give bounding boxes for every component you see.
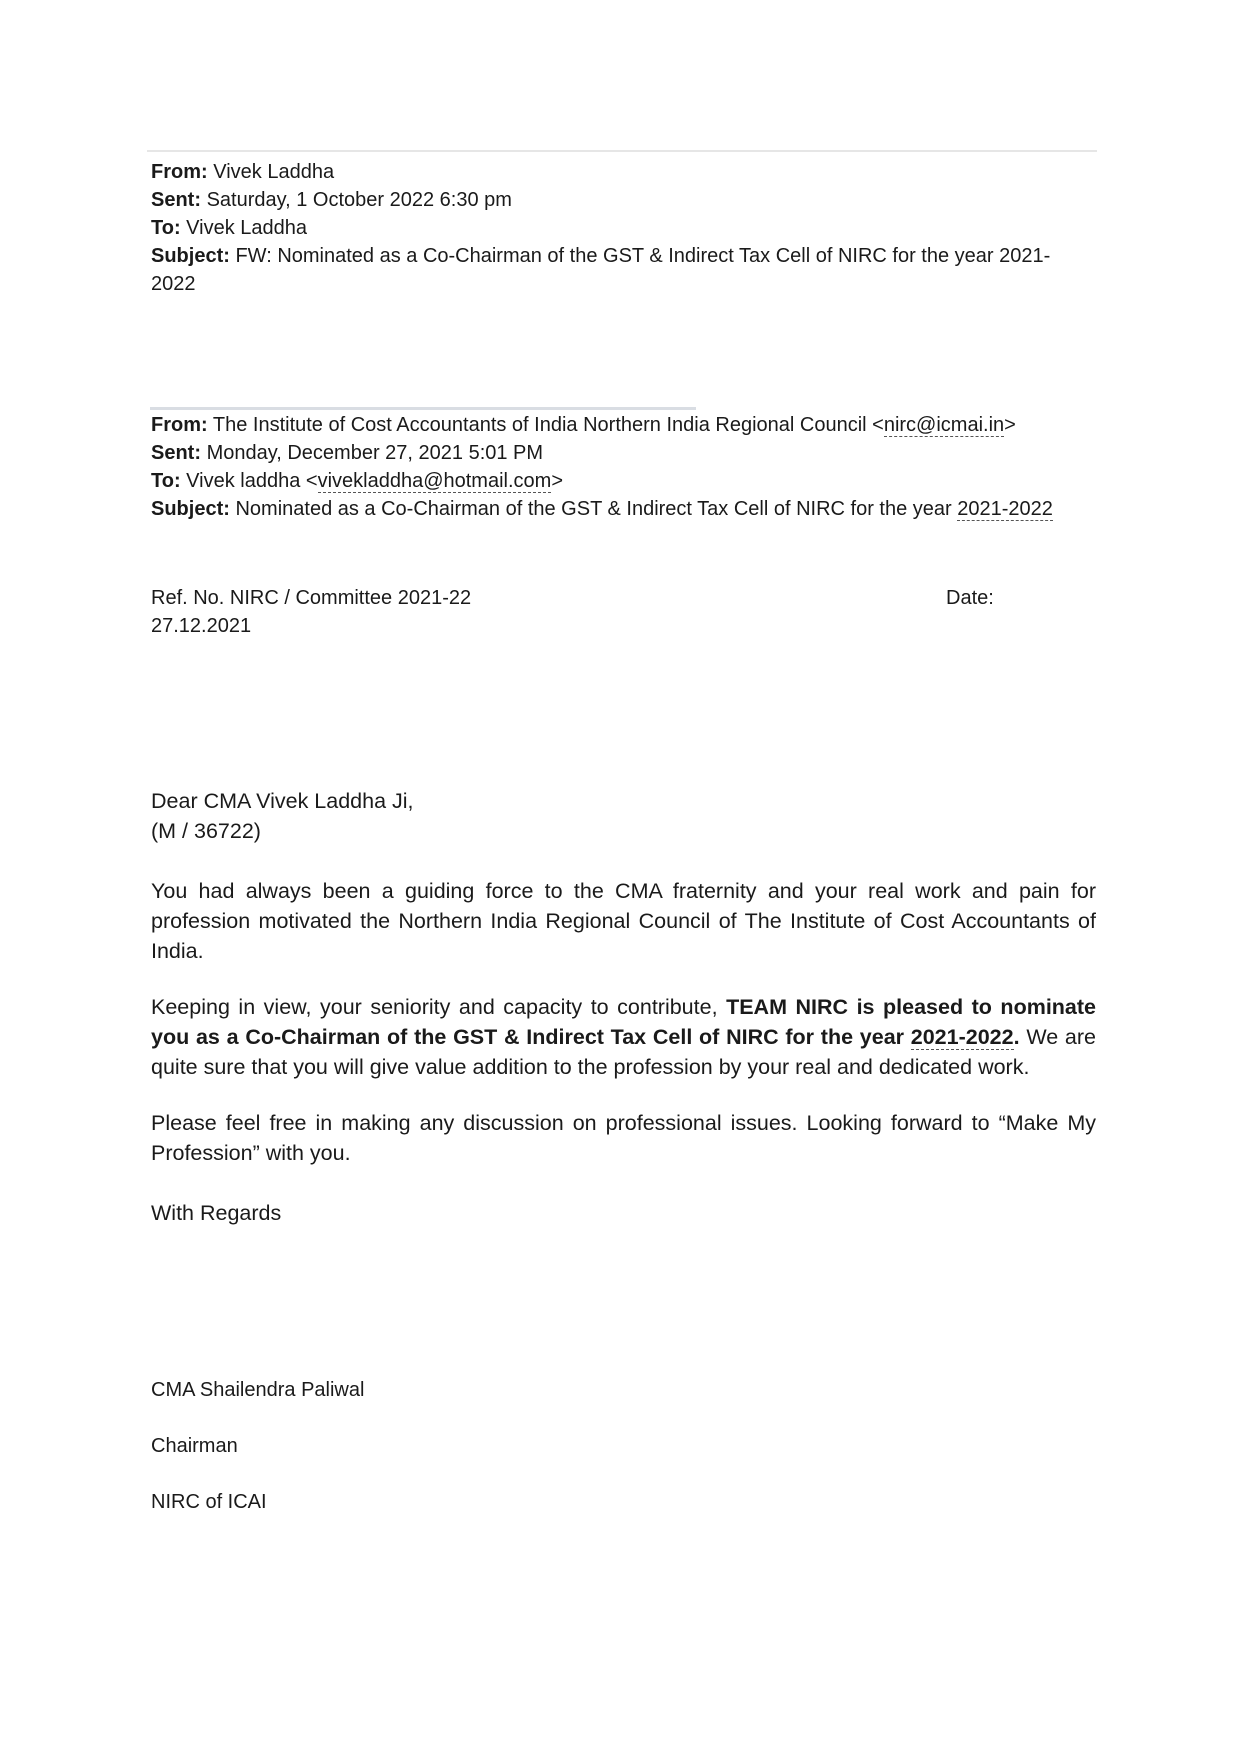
paragraph-2 xyxy=(151,992,1096,1082)
original-message-separator xyxy=(150,407,696,410)
from-email-link[interactable]: nirc@icmai.in xyxy=(883,414,1005,436)
forward-sent-row xyxy=(151,186,1091,214)
to-email-link[interactable]: vivekladdha@hotmail.com xyxy=(317,470,552,492)
from-email-close: > xyxy=(1004,414,1016,436)
to-email-close: > xyxy=(551,470,564,492)
to-label: To: xyxy=(151,470,181,492)
forward-from-row xyxy=(151,158,1091,186)
salutation: Dear CMA Vivek Laddha Ji, xyxy=(151,789,414,813)
to-value: Vivek laddha < xyxy=(186,470,318,492)
paragraph-3: Please feel free in making any discussion on professional issues. Looking forward to “Make My Profession” with you. xyxy=(151,1111,1096,1165)
from-label: From: xyxy=(151,161,208,183)
subject-label: Subject: xyxy=(151,245,230,267)
subject-value: Nominated as a Co-Chairman of the GST & Indirect Tax Cell of NIRC for the year xyxy=(235,498,958,520)
forward-to-row xyxy=(151,214,1091,242)
paragraph-2-start: Keeping in view, your seniority and capacity to contribute, xyxy=(151,995,727,1019)
to-value: Vivek Laddha xyxy=(186,217,308,239)
reference-number: Ref. No. NIRC / Committee 2021-22 xyxy=(151,587,472,609)
forward-subject-row xyxy=(151,242,1086,298)
date-value: 27.12.2021 xyxy=(151,615,252,637)
from-value: Vivek Laddha xyxy=(213,161,335,183)
sent-value: Saturday, 1 October 2022 6:30 pm xyxy=(206,189,512,211)
date-label: Date: xyxy=(946,587,994,609)
paragraph-1: You had always been a guiding force to the CMA fraternity and your real work and pain for profession motivated the Northern India Regional Council of The Institute of Cost Accountants of India. xyxy=(151,879,1096,963)
subject-label: Subject: xyxy=(151,498,230,520)
nomination-period: . xyxy=(1013,1025,1020,1049)
sent-label: Sent: xyxy=(151,189,201,211)
original-email-header xyxy=(151,411,1091,523)
from-label: From: xyxy=(151,414,208,436)
forward-email-header xyxy=(151,158,1091,298)
original-from-row xyxy=(151,411,1091,439)
original-subject-row xyxy=(151,495,1091,523)
nomination-year: 2021-2022 xyxy=(910,1025,1014,1049)
membership-number: (M / 36722) xyxy=(151,819,261,843)
signatory-organization: NIRC of ICAI xyxy=(151,1491,267,1513)
nomination-text: TEAM NIRC is pleased to nominate you as a Co-Chairman of the GST & Indirect Tax Cell of NIRC for the year xyxy=(151,995,1096,1049)
to-label: To: xyxy=(151,217,181,239)
closing: With Regards xyxy=(151,1201,282,1225)
subject-year: 2021-2022 xyxy=(957,498,1053,520)
sent-label: Sent: xyxy=(151,442,201,464)
original-sent-row xyxy=(151,439,1091,467)
header-separator-line xyxy=(147,150,1097,152)
original-to-row xyxy=(151,467,1091,495)
sent-value: Monday, December 27, 2021 5:01 PM xyxy=(206,442,544,464)
subject-value: FW: Nominated as a Co-Chairman of the GST & Indirect Tax Cell of NIRC for the year 2021-2022 xyxy=(151,245,1051,295)
from-value: The Institute of Cost Accountants of India Northern India Regional Council < xyxy=(212,414,884,436)
signatory-title: Chairman xyxy=(151,1435,238,1457)
paragraph-2-end: We are quite sure that you will give value addition to the profession by your real and dedicated work. xyxy=(151,1025,1096,1079)
signatory-name: CMA Shailendra Paliwal xyxy=(151,1379,365,1401)
